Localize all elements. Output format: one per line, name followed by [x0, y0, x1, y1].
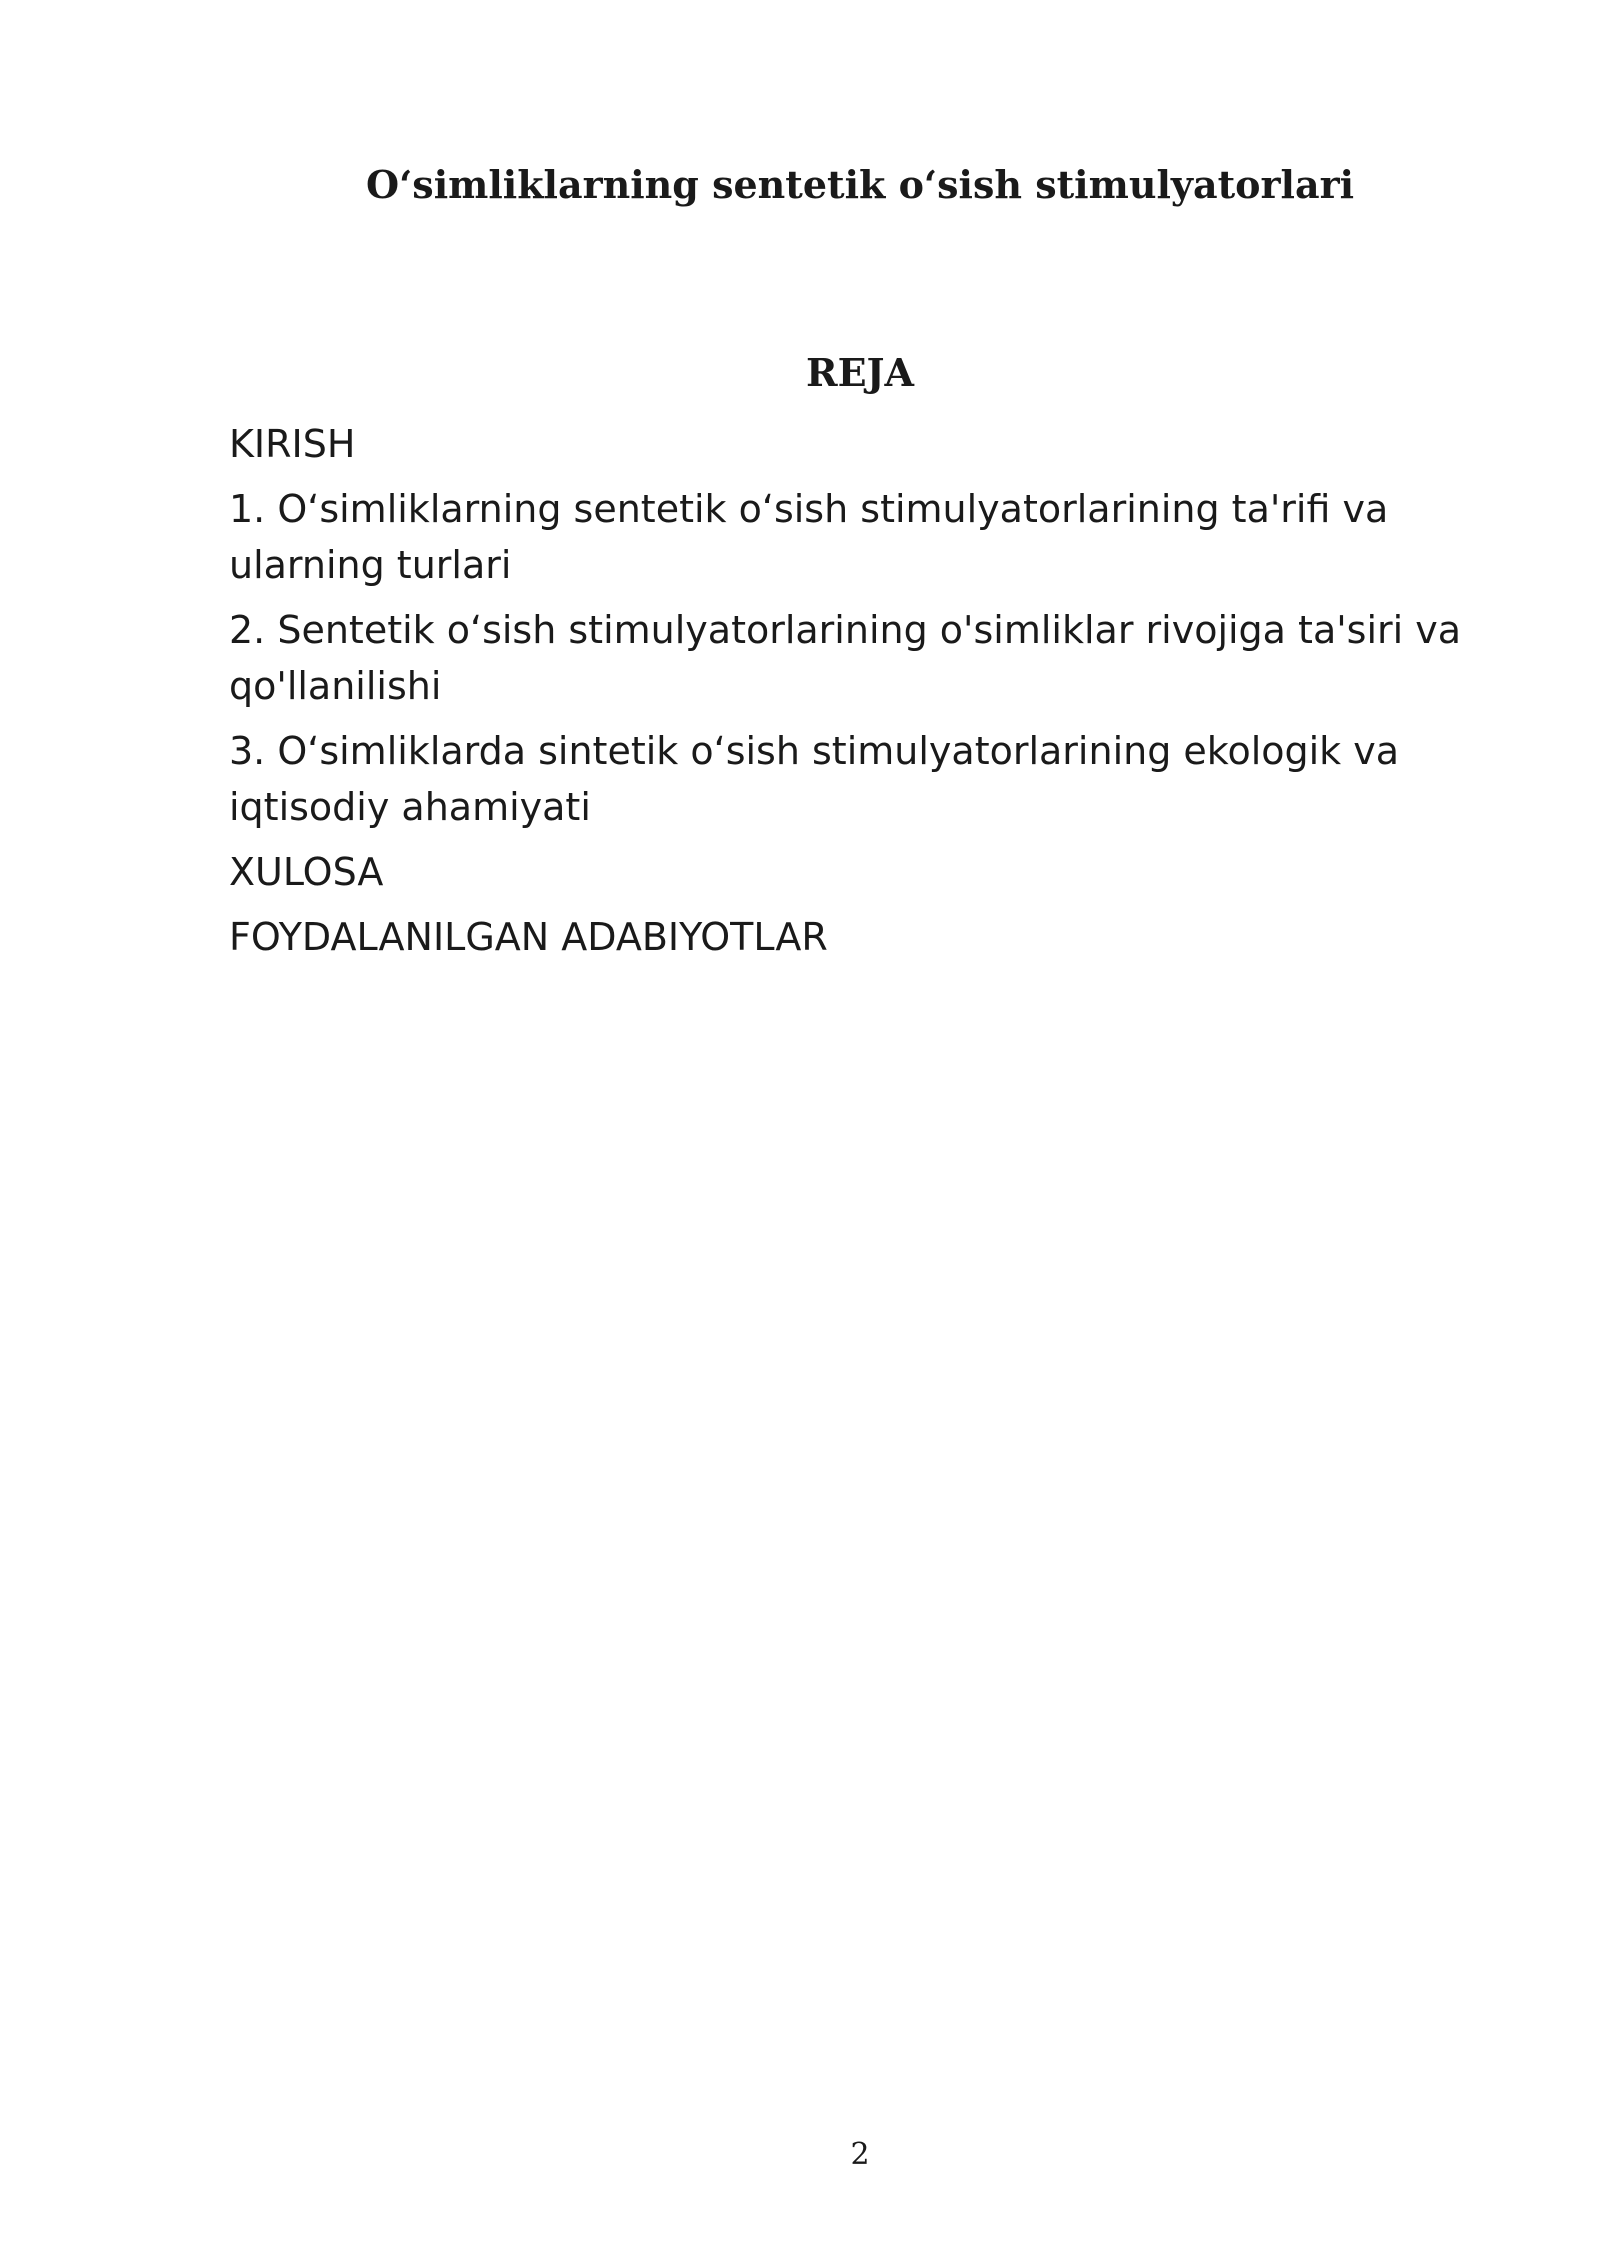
- plan-item-2: 2. Sentetik o‘sish stimulyatorlarining o'simliklar rivojiga ta'siri va qo'llanilishi: [229, 608, 1462, 708]
- plan-item-3: 3. O‘simliklarda sintetik o‘sish stimulyatorlarining ekologik va iqtisodiy ahamiyati: [229, 729, 1400, 829]
- plan-item-references: FOYDALANILGAN ADABIYOTLAR: [229, 915, 828, 959]
- plan-item-conclusion: XULOSA: [229, 850, 384, 894]
- plan-item-introduction: KIRISH: [229, 422, 356, 466]
- page-number: 2: [850, 2137, 870, 2172]
- plan-heading: REJA: [805, 350, 914, 395]
- document-title: O‘simliklarning sentetik o‘sish stimulyatorlari: [365, 162, 1355, 207]
- plan-item-1: 1. O‘simliklarning sentetik o‘sish stimulyatorlarining ta'rifi va ularning turlari: [229, 487, 1389, 587]
- plan-list: [229, 416, 1529, 974]
